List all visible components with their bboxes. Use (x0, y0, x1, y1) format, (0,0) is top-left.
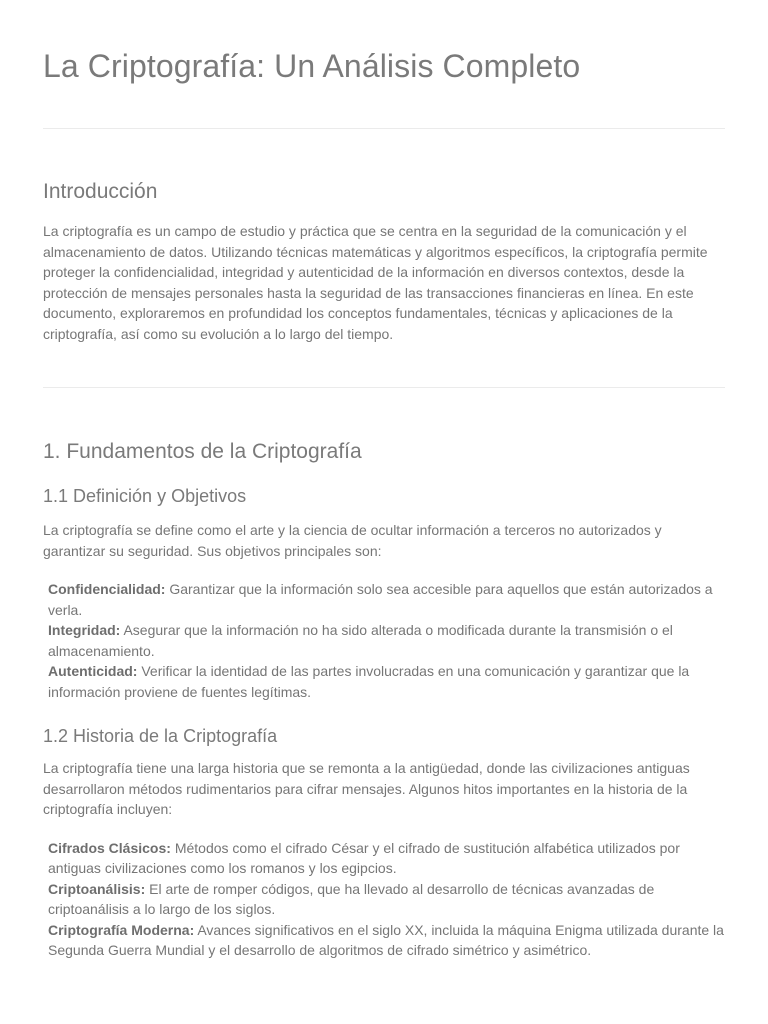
list-item (48, 579, 725, 620)
intro-heading: Introducción (43, 180, 158, 203)
list-item (48, 838, 725, 879)
page-title: La Criptografía: Un Análisis Completo (43, 48, 581, 84)
divider (43, 128, 725, 129)
list-item-desc: Verificar la identidad de las partes involucradas en una comunicación y garantizar que la información proviene de fuentes legítimas. (48, 663, 690, 700)
section1-heading: 1. Fundamentos de la Criptografía (43, 440, 362, 463)
list-item-term: Criptoanálisis: (48, 880, 146, 897)
divider (43, 387, 725, 388)
list-item-desc: El arte de romper códigos, que ha llevado al desarrollo de técnicas avanzadas de criptoanálisis a lo largo de los siglos. (48, 880, 655, 917)
list-item-term: Autenticidad: (48, 663, 138, 679)
list-item (48, 661, 725, 702)
objectives-list (43, 579, 725, 702)
history-list (43, 838, 725, 961)
list-item-term: Confidencialidad: (48, 581, 166, 597)
list-item-desc: Garantizar que la información solo sea accesible para aquellos que están autorizados a verla. (48, 581, 713, 618)
list-item-term: Criptografía Moderna: (48, 921, 195, 938)
list-item (48, 620, 725, 661)
intro-paragraph: La criptografía es un campo de estudio y práctica que se centra en la seguridad de la comunicación y el almacenamiento de datos. Utilizando técnicas matemáticas y algoritmos específicos, la criptografía permite proteger la confidencialidad, integridad y autenticidad de la información en diversos contextos, desde la protección de mensajes personales hasta la seguridad de las transacciones financieras en línea. En este documento, exploraremos en profundidad los conceptos fundamentales, técnicas y aplicaciones de la criptografía, así como su evolución a lo largo del tiempo. (43, 223, 708, 342)
subsection-1-1-paragraph: La criptografía se define como el arte y la ciencia de ocultar información a terceros no autorizados y garantizar su seguridad. Sus objetivos principales son: (43, 522, 662, 559)
list-item-term: Cifrados Clásicos: (48, 839, 171, 856)
subsection-1-2-heading: 1.2 Historia de la Criptografía (43, 726, 278, 746)
subsection-1-1-heading: 1.1 Definición y Objetivos (43, 486, 247, 506)
list-item-term: Integridad: (48, 622, 121, 638)
list-item-desc: Avances significativos en el siglo XX, incluida la máquina Enigma utilizada durante la Segunda Guerra Mundial y el desarrollo de algoritmos de cifrado simétrico y asimétrico. (48, 921, 724, 958)
subsection-1-2-paragraph: La criptografía tiene una larga historia que se remonta a la antigüedad, donde las civilizaciones antiguas desarrollaron métodos rudimentarios para cifrar mensajes. Algunos hitos importantes en la historia de la criptografía incluyen: (43, 760, 690, 817)
list-item-desc: Asegurar que la información no ha sido alterada o modificada durante la transmisión o el almacenamiento. (48, 622, 673, 659)
list-item (48, 879, 725, 920)
list-item-desc: Métodos como el cifrado César y el cifrado de sustitución alfabética utilizados por antiguas civilizaciones como los romanos y los egipcios. (48, 839, 680, 876)
list-item (48, 920, 725, 961)
